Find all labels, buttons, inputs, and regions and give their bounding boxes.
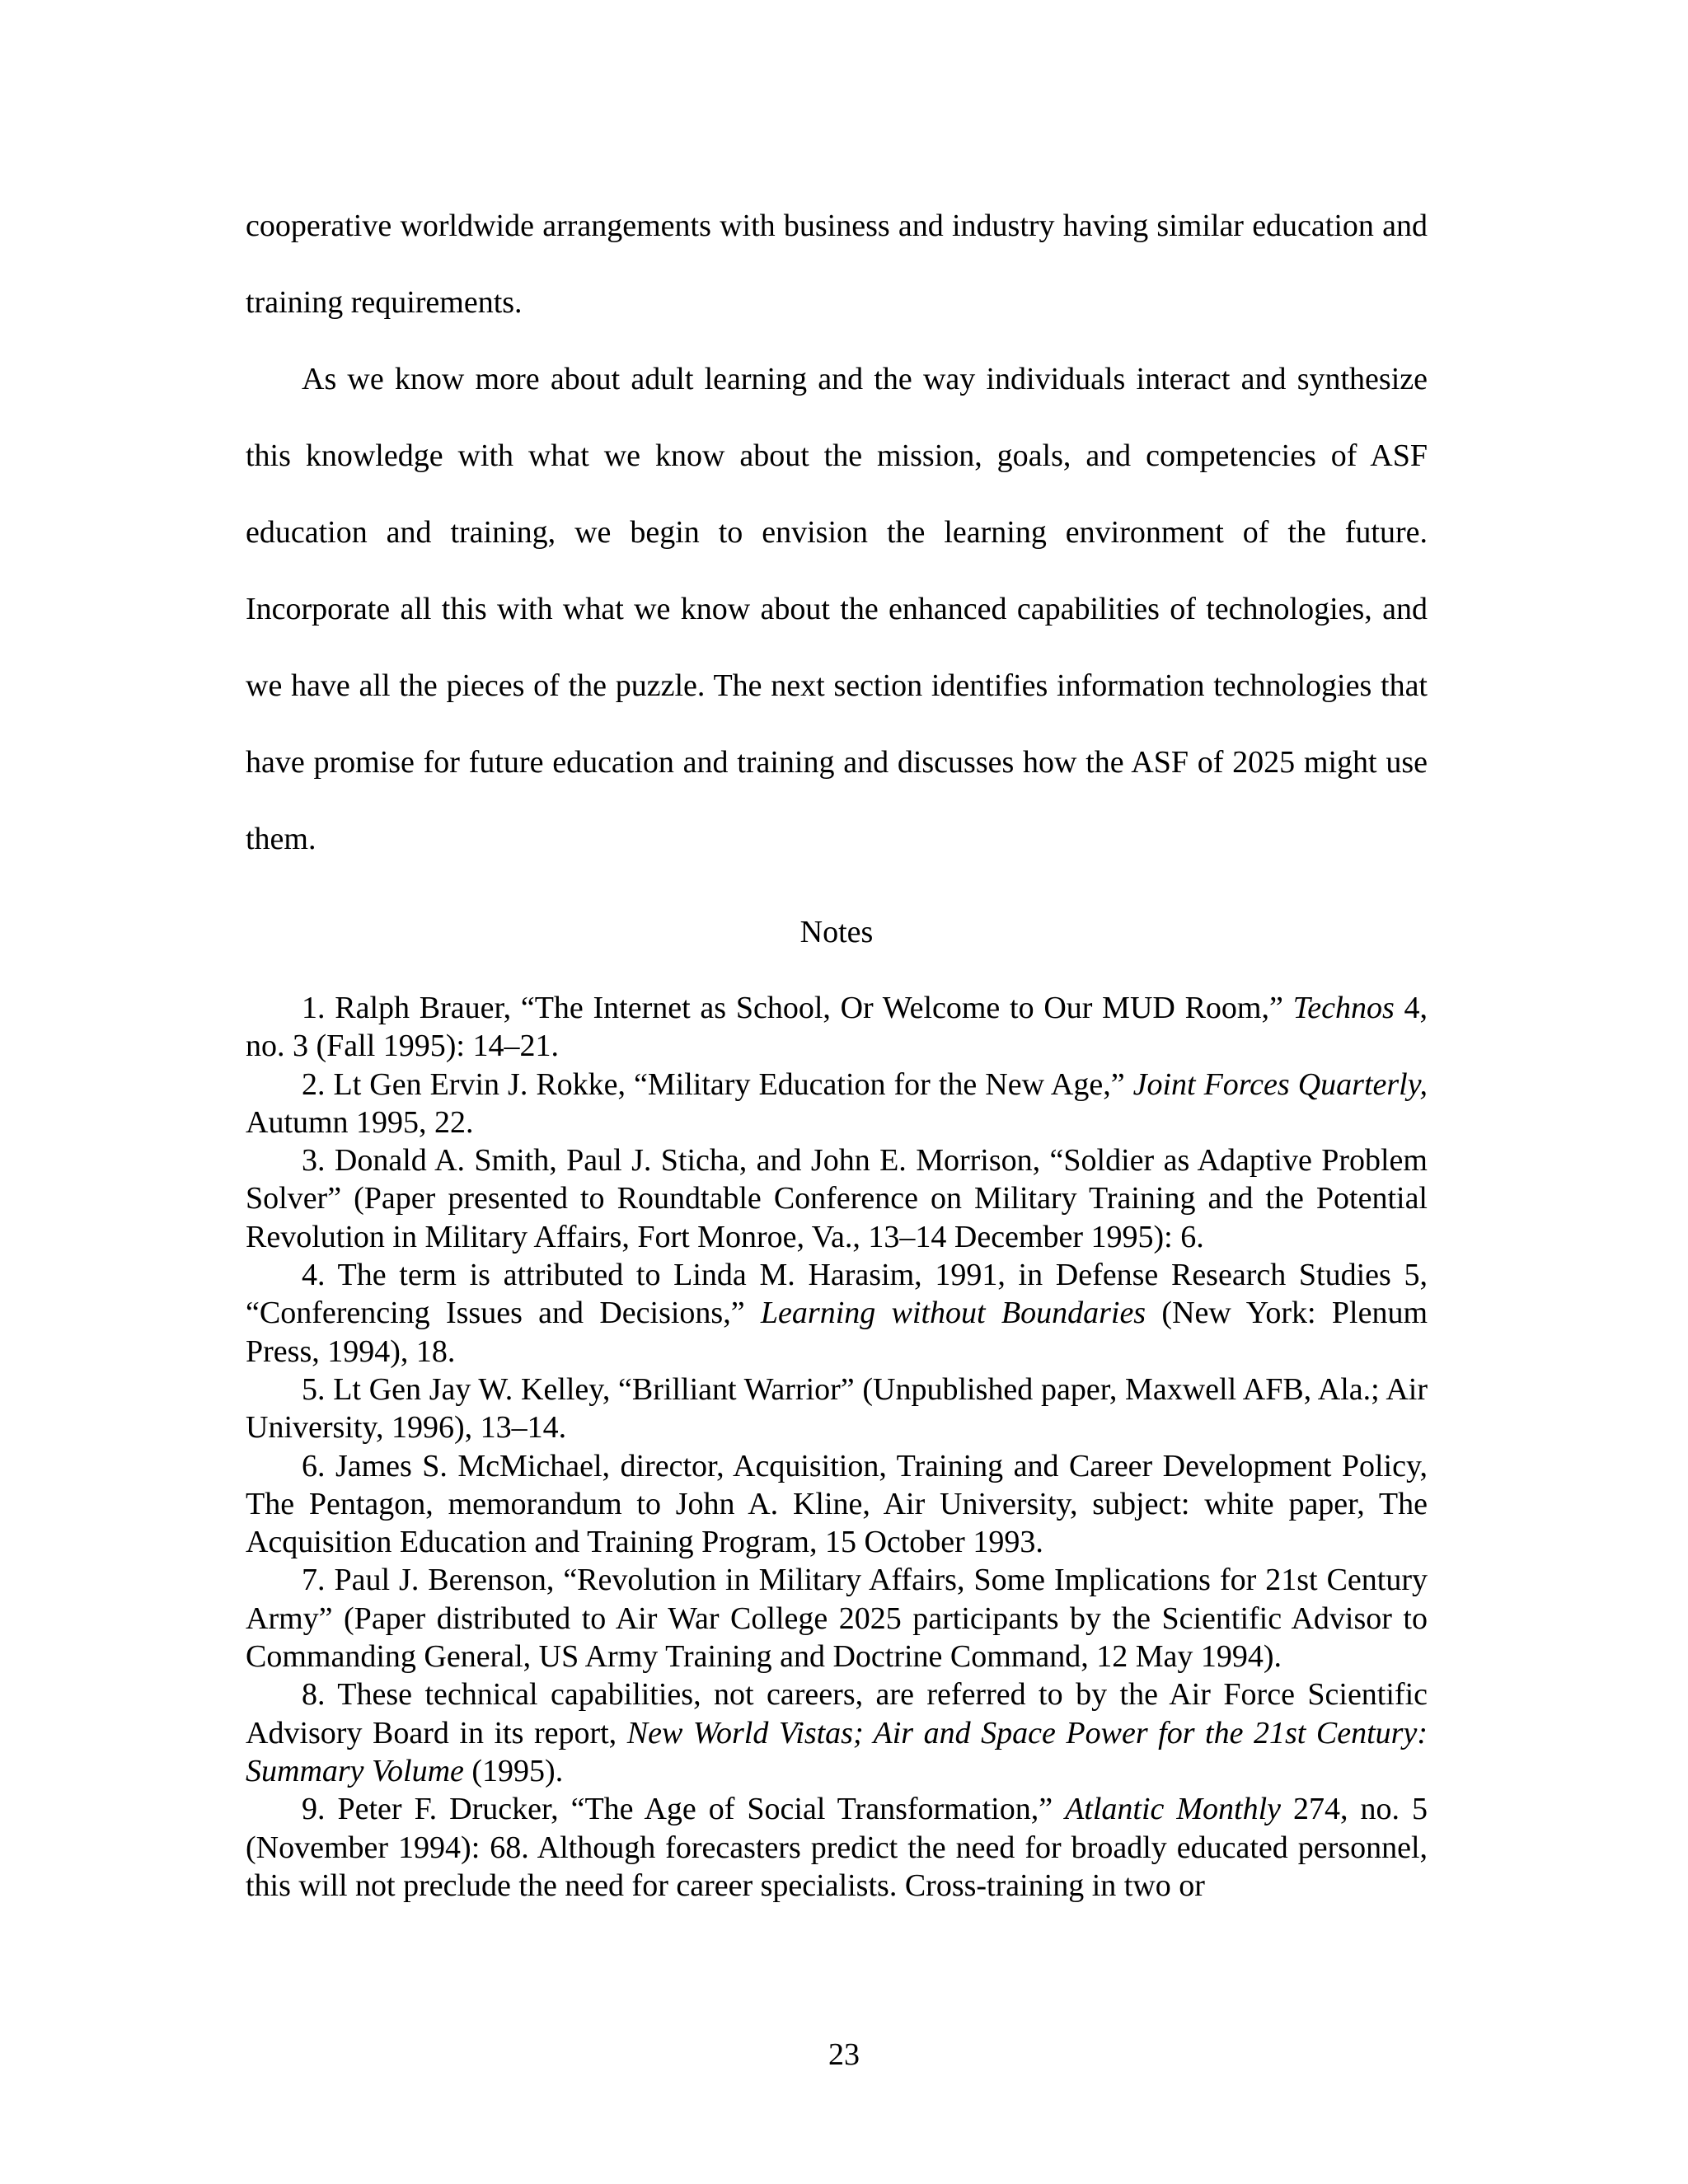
note-text: 2. Lt Gen Ervin J. Rokke, “Military Education for the New Age,” — [302, 1066, 1133, 1102]
note-italic-title: Technos — [1292, 991, 1395, 1025]
note-text: 7. Paul J. Berenson, “Revolution in Military Affairs, Some Implications for 21st Century Army” (Paper distributed to Air War College 2025 participants by the Scientific Advisor to Commanding General, US Army Training and Doctrine Command, 12 May 1994). — [246, 1563, 1428, 1675]
note-text: 4. The term is attributed to Linda M. Harasim, 1991, in Defense Research Studies 5, “Conferencing Issues and Decisions,” — [246, 1258, 1428, 1331]
notes-heading: Notes — [799, 915, 874, 949]
note-item — [246, 1066, 1428, 1142]
notes-list — [246, 989, 1428, 1905]
note-item — [246, 989, 1428, 1066]
body-text — [246, 188, 1428, 878]
note-text: 6. James S. McMichael, director, Acquisition, Training and Career Development Policy, The Pentagon, memorandum to John A. Kline, Air University, subject: white paper, The Acquisition Education and Training Program, 15 October 1993. — [246, 1448, 1428, 1560]
body-paragraph-continued: cooperative worldwide arrangements with business and industry having similar education and training requirements. — [246, 209, 1428, 320]
note-text: (1995). — [463, 1753, 564, 1788]
note-italic-title: Atlantic Monthly — [1065, 1792, 1282, 1827]
note-item — [246, 1447, 1428, 1562]
note-text: 274, no. 5 (November 1994): 68. Although forecasters predict the need for broadly educated personnel, this will not preclude the need for career specialists. Cross-training in two or — [246, 1792, 1428, 1903]
note-item — [246, 1561, 1428, 1675]
note-item — [246, 1256, 1428, 1371]
body-paragraph: As we know more about adult learning and the way individuals interact and synthesize this knowledge with what we know about the mission, goals, and competencies of ASF education and training, we begin to envision the learning environment of the future. Incorporate all this with what we know about the enhanced capabilities of technologies, and we have all the pieces of the puzzle. The next section identifies information technologies that have promise for future education and training and discusses how the ASF of 2025 might use them. — [246, 362, 1428, 856]
note-italic-title: New World Vistas; Air and Space Power for the 21st Century: Summary Volume — [246, 1715, 1428, 1788]
note-item — [246, 1141, 1428, 1256]
page-number: 23 — [828, 2037, 860, 2072]
note-text: 1. Ralph Brauer, “The Internet as School, Or Welcome to Our MUD Room,” — [302, 991, 1293, 1025]
note-item — [246, 1790, 1428, 1905]
note-item — [246, 1675, 1428, 1790]
note-italic-title: Learning without Boundaries — [760, 1296, 1146, 1331]
note-item — [246, 1371, 1428, 1447]
note-text: 8. These technical capabilities, not careers, are referred to by the Air Force Scientific Advisory Board in its report, — [246, 1677, 1428, 1750]
note-text: (New York: Plenum Press, 1994), 18. — [246, 1296, 1428, 1369]
note-text: 4, no. 3 (Fall 1995): 14–21. — [246, 991, 1428, 1064]
note-italic-title: Joint Forces Quarterly, — [1132, 1066, 1428, 1102]
note-text: 5. Lt Gen Jay W. Kelley, “Brilliant Warrior” (Unpublished paper, Maxwell AFB, Ala.; Air University, 1996), 13–14. — [246, 1371, 1428, 1446]
note-text: 9. Peter F. Drucker, “The Age of Social Transformation,” — [302, 1792, 1066, 1827]
note-text: 3. Donald A. Smith, Paul J. Sticha, and John E. Morrison, “Soldier as Adaptive Problem Solver” (Paper presented to Roundtable Conference on Military Training and the Potential Revolution in Military Affairs, Fort Monroe, Va., 13–14 December 1995): 6. — [246, 1143, 1428, 1254]
note-text: Autumn 1995, 22. — [246, 1104, 474, 1140]
